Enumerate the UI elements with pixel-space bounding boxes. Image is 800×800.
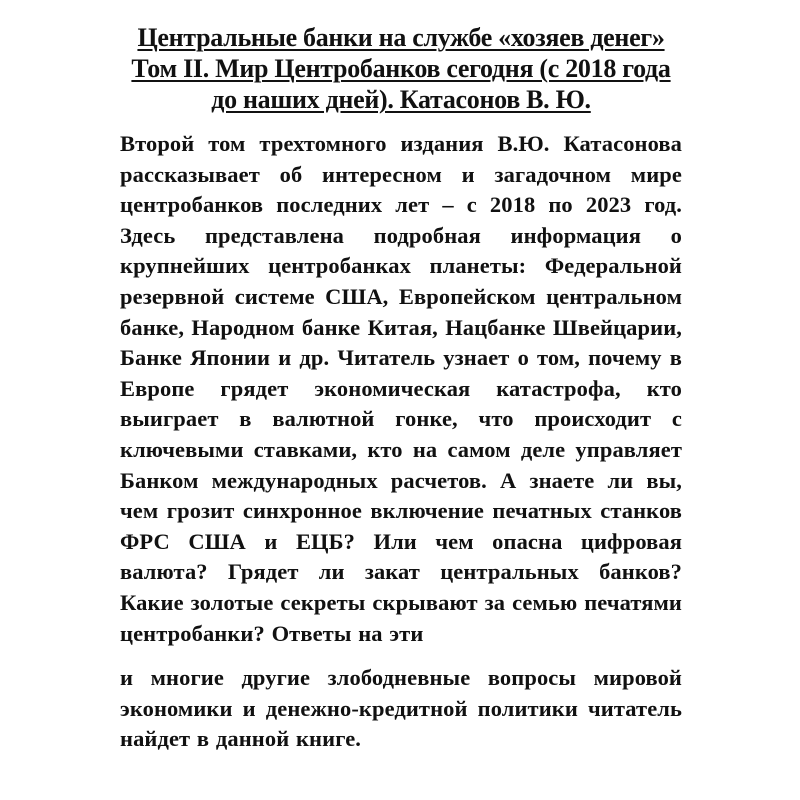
description-paragraph-2: и многие другие злободневные вопросы мировой экономики и денежно-кредитной политики читатель найдет в данной книге.	[120, 665, 682, 752]
title-line-1: Центральные банки на службе «хозяев денег»	[137, 23, 665, 52]
title-line-3: до наших дней). Катасонов В. Ю.	[211, 85, 591, 114]
document-title	[120, 22, 682, 115]
title-line-2: Том II. Мир Центробанков сегодня (с 2018 года	[131, 54, 671, 83]
description-paragraph-1: Второй том трехтомного издания В.Ю. Катасонова рассказывает об интересном и загадочном мире центробанков последних лет – с 2018 по 2023 год. Здесь представлена подробная информация о крупнейших центробанках планеты: Федеральной резервной системе США, Европейском центральном банке, Народном банке Китая, Нацбанке Швейцарии, Банке Японии и др. Читатель узнает о том, почему в Европе грядет экономическая катастрофа, кто выиграет в валютной гонке, что происходит с ключевыми ставками, кто на самом деле управляет Банком международных расчетов. А знаете ли вы, чем грозит синхронное включение печатных станков ФРС США и ЕЦБ? Или чем опасна цифровая валюта? Грядет ли закат центральных банков? Какие золотые секреты скрывают за семью печатями центробанки? Ответы на эти	[120, 131, 682, 646]
